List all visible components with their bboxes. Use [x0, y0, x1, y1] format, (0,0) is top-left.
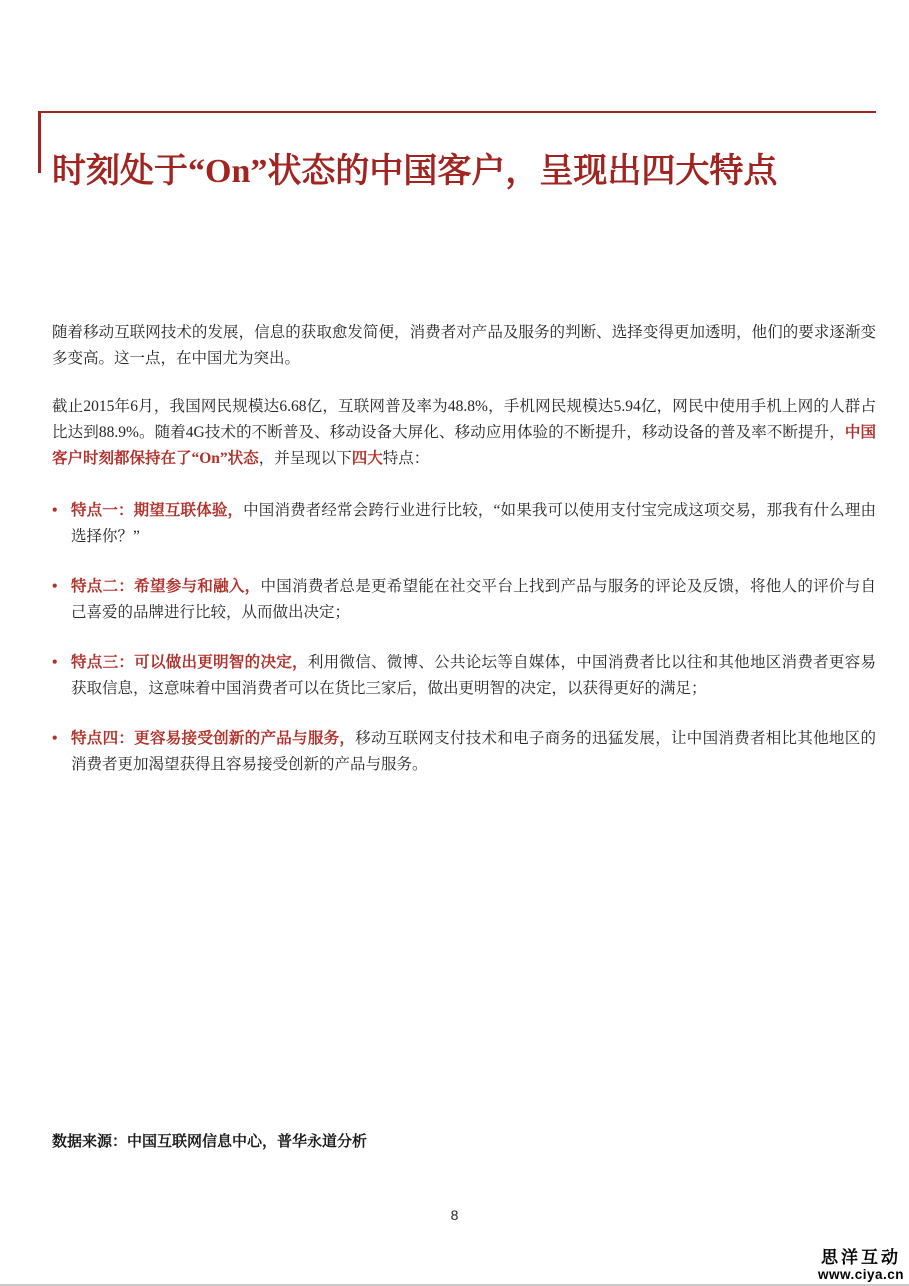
- bullet-icon: •: [52, 578, 58, 595]
- feature-1-text: 中国消费者经常会跨行业进行比较，“如果我可以使用支付宝完成这项交易，那我有什么理由选择你？”: [71, 502, 876, 545]
- watermark-url: www.ciya.cn: [817, 1267, 904, 1283]
- feature-item-4: [52, 726, 876, 778]
- paragraph-intro: [52, 320, 876, 372]
- paragraph-intro-text: 随着移动互联网技术的发展，信息的获取愈发简便，消费者对产品及服务的判断、选择变得更加透明，他们的要求逐渐变多变高。这一点，在中国尤为突出。: [52, 324, 876, 367]
- feature-1-lead: 特点一：期望互联体验，: [71, 502, 244, 519]
- feature-2-lead: 特点二：希望参与和融入，: [71, 578, 261, 595]
- feature-4-lead: 特点四：更容易接受创新的产品与服务，: [71, 730, 356, 747]
- paragraph-stats-highlight-four: 四大: [351, 450, 383, 467]
- watermark: [818, 1249, 904, 1283]
- data-source-note: 数据来源：中国互联网信息中心，普华永道分析: [52, 1133, 368, 1150]
- feature-4-text: 移动互联网支付技术和电子商务的迅猛发展，让中国消费者相比其他地区的消费者更加渴望获得且容易接受创新的产品与服务。: [71, 730, 876, 773]
- bullet-icon: •: [52, 502, 58, 519]
- feature-list: [52, 498, 876, 778]
- feature-3-text: 利用微信、微博、公共论坛等自媒体，中国消费者比以往和其他地区消费者更容易获取信息，这意味着中国消费者可以在货比三家后，做出更明智的决定，以获得更好的满足；: [71, 654, 876, 697]
- page-number: 8: [450, 1207, 459, 1223]
- feature-3-lead: 特点三：可以做出更明智的决定，: [71, 654, 308, 671]
- body-copy: [52, 320, 876, 802]
- feature-item-2: [52, 574, 876, 626]
- title-left-rule: [38, 111, 41, 173]
- bullet-icon: •: [52, 654, 58, 671]
- paragraph-stats: [52, 394, 876, 472]
- page-title: 时刻处于“On”状态的中国客户，呈现出四大特点: [52, 152, 778, 190]
- paragraph-stats-end: 特点：: [382, 450, 430, 467]
- paragraph-stats-highlight-on-state: 中国客户时刻都保持在了“On”状态: [52, 424, 876, 467]
- feature-2-text: 中国消费者总是更希望能在社交平台上找到产品与服务的评论及反馈，将他人的评价与自己喜爱的品牌进行比较，从而做出决定；: [71, 578, 876, 621]
- bullet-icon: •: [52, 730, 58, 747]
- title-top-rule: [38, 111, 876, 113]
- watermark-brand: 思洋互动: [820, 1248, 901, 1268]
- feature-item-1: [52, 498, 876, 550]
- feature-item-3: [52, 650, 876, 702]
- paragraph-stats-mid: ，并呈现以下: [258, 450, 352, 467]
- paragraph-stats-text: 截止2015年6月，我国网民规模达6.68亿，互联网普及率为48.8%，手机网民规模达5.94亿，网民中使用手机上网的人群占比达到88.9%。随着4G技术的不断普及、移动设备大屏化、移动应用体验的不断提升，移动设备的普及率不断提升，: [52, 398, 876, 441]
